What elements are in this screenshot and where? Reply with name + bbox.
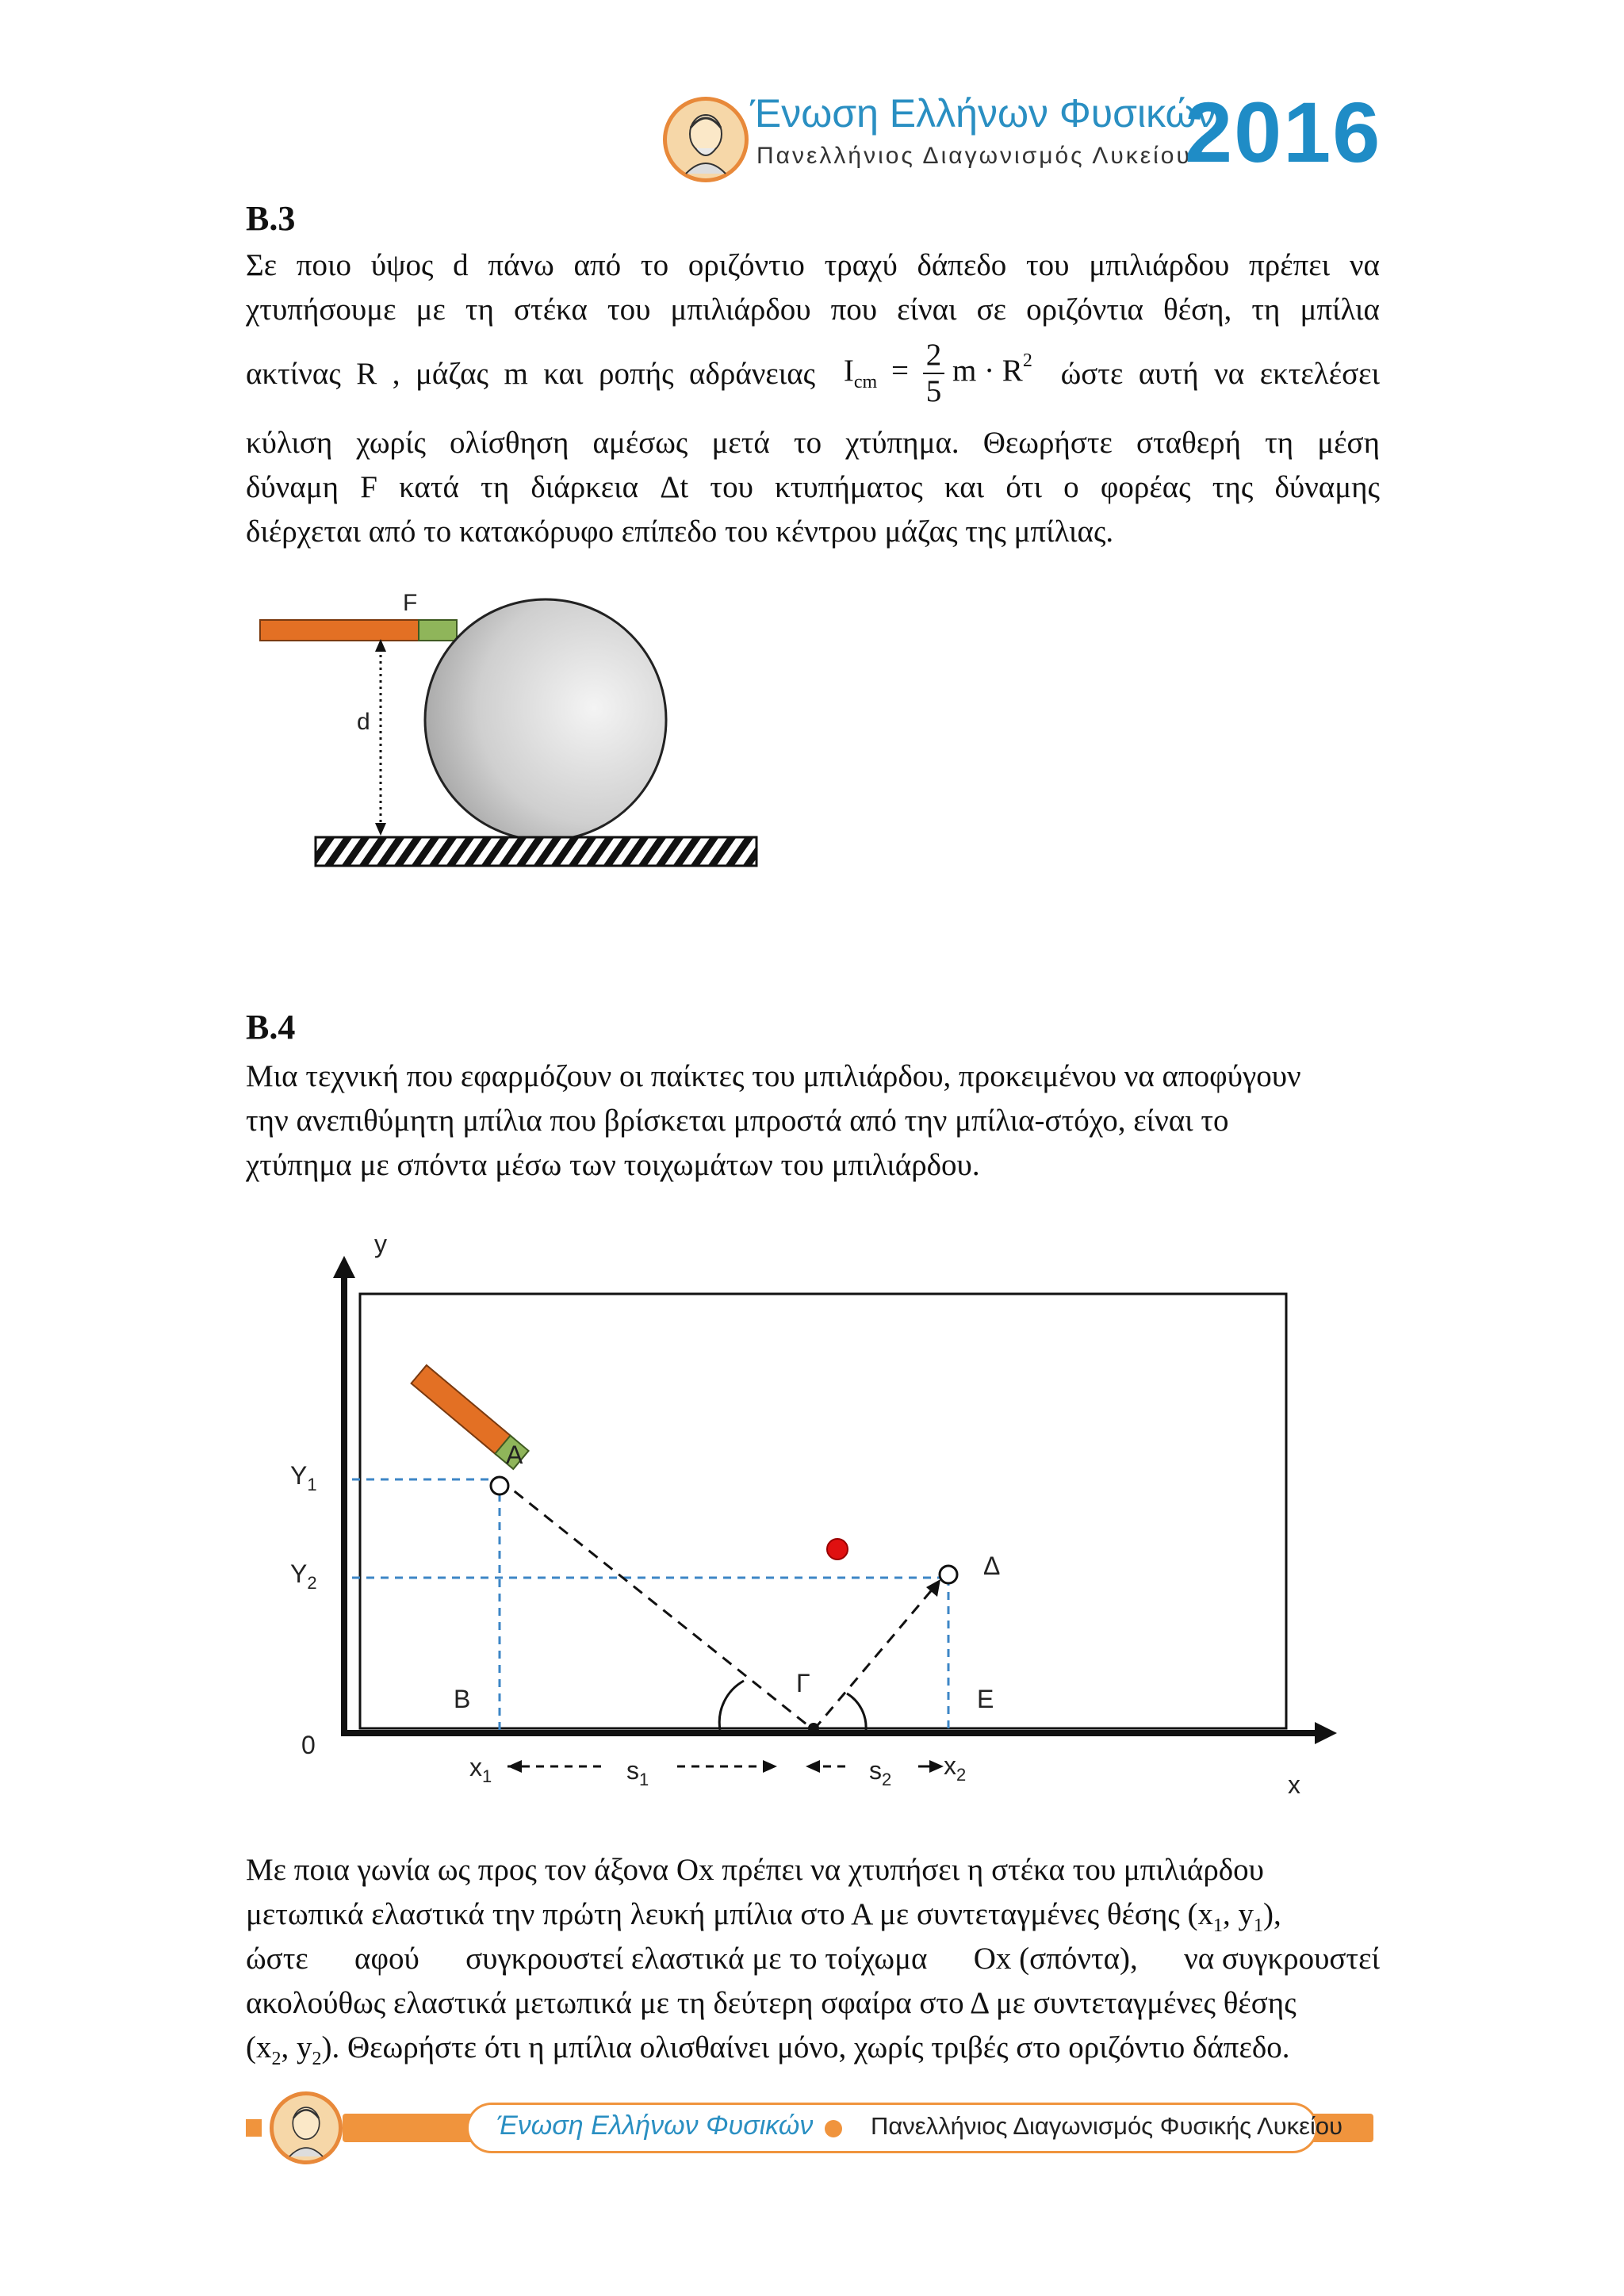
bounce-point xyxy=(808,1723,819,1734)
obstacle-ball xyxy=(827,1539,848,1559)
origin-label: 0 xyxy=(301,1731,316,1759)
s1-arrow-right-icon xyxy=(763,1760,777,1773)
footer-logo xyxy=(270,2091,343,2164)
point-label-D: Δ xyxy=(983,1552,1001,1580)
billiard-cue-figure xyxy=(246,579,785,872)
b3-line-6: διέρχεται από το κατακόρυφο επίπεδο του κέντρου μάζας της μπίλιας. xyxy=(246,515,1114,549)
b3-line-5: δύναμη F κατά τη διάρκεια Δt του κτυπήματος και ότι ο φορέας της δύναμης xyxy=(246,470,1380,504)
cue-ball-A xyxy=(491,1477,508,1494)
y-axis-arrow-icon xyxy=(333,1256,355,1278)
force-label: F xyxy=(403,590,418,616)
height-label: d xyxy=(357,709,370,735)
logo-emblem xyxy=(663,97,749,182)
angle-arc-reflection xyxy=(847,1693,866,1730)
point-label-G: Γ xyxy=(796,1669,810,1697)
question-line-1: Με ποια γωνία ως προς τον άξονα Οx πρέπει να χτυπήσει η στέκα του μπιλιάρδου xyxy=(246,1853,1264,1887)
header-org-name: Ένωση Ελλήνων Φυσικών xyxy=(750,91,1216,136)
point-label-A: A xyxy=(506,1441,523,1469)
portrait-icon xyxy=(667,101,745,178)
footer-org-name: Ένωση Ελλήνων Φυσικών xyxy=(496,2110,814,2141)
footer-dot-icon xyxy=(825,2120,842,2137)
b3-line-2: χτυπήσουμε με τη στέκα του μπιλιάρδου που είναι σε οριζόντια θέση, τη μπίλια xyxy=(246,293,1380,327)
footer-accent xyxy=(246,2119,262,2137)
tick-label-Y1: $Y_1$ xyxy=(290,1461,317,1494)
s1-arrow-left-icon xyxy=(508,1760,522,1773)
footer-competition: Πανελλήνιος Διαγωνισμός Φυσικής Λυκείου xyxy=(871,2112,1343,2140)
y-axis-label: y xyxy=(374,1230,387,1258)
header-year: 2016 xyxy=(1185,84,1382,180)
question-line-4: ακολούθως ελαστικά μετωπικά με τη δεύτερη σφαίρα στο Δ με συντεταγμένες θέσης xyxy=(246,1986,1297,2020)
question-line-5: ($x_2$, $y_2$). Θεωρήστε ότι η μπίλια ολισθαίνει μόνο, χωρίς τριβές στο οριζόντιο δάπεδο. xyxy=(246,2030,1290,2069)
s2-label: $s_2$ xyxy=(869,1756,892,1789)
b3-line-4: κύλιση χωρίς ολίσθηση αμέσως μετά το χτύπημα. Θεωρήστε σταθερή τη μέση xyxy=(246,426,1380,460)
billiard-ball xyxy=(425,599,666,840)
s1-label: $s_1$ xyxy=(626,1756,649,1789)
bank-shot-figure xyxy=(270,1221,1364,1808)
b3-line-3: ακτίνας R , μάζας m και ροπής αδράνειας $I_{cm}$ = $\frac{2}{5}$ m · R2 ώστε αυτή να εκτελέσει xyxy=(246,338,1380,408)
question-line-3: ώστε αφού συγκρουστεί ελαστικά με το τοίχωμα Οx (σπόντα), να συγκρουστεί xyxy=(246,1942,1380,1976)
b4-line-2: την ανεπιθύμητη μπίλια που βρίσκεται μπροστά από την μπίλια-στόχο, είναι το xyxy=(246,1104,1229,1138)
tick-label-Y2: $Y_2$ xyxy=(290,1559,317,1593)
reflected-path xyxy=(814,1587,934,1730)
target-ball-D xyxy=(940,1566,957,1583)
section-heading-b3: Β.3 xyxy=(246,199,296,238)
header-competition: Πανελλήνιος Διαγωνισμός Λυκείου xyxy=(756,143,1192,169)
tick-label-x2: $x_2$ xyxy=(944,1751,967,1785)
cue-stick xyxy=(260,620,436,641)
s2-arrow-left-icon xyxy=(806,1760,820,1773)
b3-line-1: Σε ποιο ύψος d πάνω από το οριζόντιο τραχύ δάπεδο του μπιλιάρδου πρέπει να xyxy=(246,248,1380,282)
floor-hatched xyxy=(316,837,756,866)
portrait-icon xyxy=(274,2095,339,2160)
b4-intro xyxy=(246,1054,1301,1188)
incoming-path xyxy=(500,1479,814,1730)
question-line-2: μετωπικά ελαστικά την πρώτη λευκή μπίλια στο Α με συντεταγμένες θέσης ($x_1$, $y_1$), xyxy=(246,1897,1281,1936)
section-heading-b4: Β.4 xyxy=(246,1008,296,1047)
angle-arc-incidence xyxy=(719,1681,744,1730)
point-label-B: B xyxy=(454,1685,471,1713)
tick-label-x1: $x_1$ xyxy=(469,1753,492,1786)
x-axis-label: x xyxy=(1288,1770,1300,1799)
s2-arrow-right-icon xyxy=(929,1760,944,1773)
b4-line-1: Μια τεχνική που εφαρμόζουν οι παίκτες του μπιλιάρδου, προκειμένου να αποφύγουν xyxy=(246,1059,1301,1093)
cue-tip xyxy=(419,620,457,641)
x-axis-arrow-icon xyxy=(1315,1722,1337,1744)
point-label-E: E xyxy=(977,1685,994,1713)
b4-line-3: χτύπημα με σπόντα μέσω των τοιχωμάτων του μπιλιάρδου. xyxy=(246,1148,980,1182)
inertia-formula: $I_{cm}$ = $\frac{2}{5}$ m · R2 xyxy=(843,338,1032,408)
arrow-down-icon xyxy=(375,823,386,836)
